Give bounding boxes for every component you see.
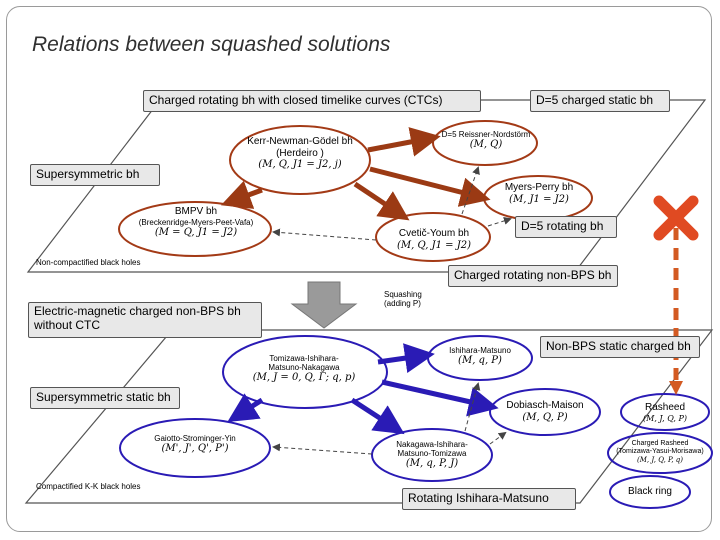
arrow-tomizawa-to-dobiasch: [382, 382, 484, 405]
ishihara-params: (M, q, P): [458, 355, 502, 367]
gaiotto-name: Gaiotto-Strominger-Yin: [154, 434, 236, 443]
node-tomizawa-ishihara: [228, 354, 380, 384]
label-charged-rotating-ctc: Charged rotating bh with closed timelike curves (CTCs): [143, 90, 481, 112]
label-electric-magnetic-line2: without CTC: [34, 317, 101, 332]
node-cvetic: [384, 228, 484, 251]
cvetic-params: (M, Q, J1 = J2): [397, 239, 471, 251]
label-squashing-line1: Squashing: [384, 290, 422, 299]
dashed-nakagawa-to-gaiotto: [274, 447, 372, 454]
dashed-nakagawa-to-dobiasch: [490, 433, 505, 444]
label-d5-rotating: D=5 rotating bh: [515, 216, 617, 238]
arrow-kerr-to-reissner: [368, 139, 426, 150]
label-non-bps-static: Non-BPS static charged bh: [540, 336, 700, 358]
label-non-compact: Non-compactified black holes: [36, 258, 141, 267]
dashed-cvetic-to-myers: [488, 219, 510, 226]
squashing-arrow: [292, 282, 356, 328]
charged-rasheed-params: (M, J, Q, P, q): [637, 456, 683, 465]
top-plane: [28, 100, 705, 272]
myers-perry-name: Myers-Perry bh: [504, 182, 574, 193]
node-nakagawa: [376, 440, 488, 470]
label-squashing-line2: (adding P): [384, 299, 421, 309]
node-charged-rasheed: [610, 440, 710, 464]
label-squashing: [384, 290, 422, 308]
charged-rasheed-sub: (Tomizawa-Yasui-Morisawa): [616, 448, 704, 456]
node-black-ring: [612, 486, 688, 498]
label-electric-magnetic: [28, 302, 262, 338]
dobiasch-name: Dobiasch-Maison: [506, 400, 584, 411]
nakagawa-name-line1: Nakagawa-Ishihara-: [396, 440, 468, 449]
arrow-tomizawa-to-gaiotto: [240, 400, 262, 414]
bmpv-name: BMPV bh: [174, 206, 218, 217]
cvetic-name: Cvetič-Youm bh: [398, 228, 470, 239]
kerr-newman-name-line2: (Herdeiro ): [276, 147, 324, 159]
label-charged-rotating-non-bps: Charged rotating non-BPS bh: [448, 265, 618, 287]
node-kerr-newman: [240, 136, 360, 171]
label-rotating-ishihara: Rotating Ishihara-Matsuno: [402, 488, 576, 510]
nakagawa-params: (M, q, P, J): [405, 458, 459, 470]
nakagawa-name-line2: Matsuno-Tomizawa: [397, 449, 467, 459]
tomizawa-params: (M, J = 0, Q, Γ; q, p): [252, 372, 356, 384]
reissner-name: D=5 Reissner-Nordstörm: [441, 130, 531, 139]
reissner-params: (M, Q): [469, 139, 503, 151]
arrow-kerr-to-cvetic: [355, 184, 397, 212]
dashed-cvetic-to-bmpv: [274, 232, 376, 240]
arrow-kerr-to-myers: [370, 169, 476, 196]
arrow-tomizawa-to-nakagawa: [352, 400, 392, 426]
black-ring-name: Black ring: [628, 486, 672, 497]
kerr-newman-params: (M, Q, J1 = J2, j): [258, 159, 342, 170]
gaiotto-params: (M', J', Q', P'): [161, 443, 229, 455]
arrow-tomizawa-to-ishihara: [378, 356, 420, 362]
node-reissner: [438, 130, 534, 151]
rasheed-params: (M, J, Q, P): [643, 413, 687, 423]
tomizawa-name-line2: Matsuno-Nakagawa: [268, 363, 340, 373]
label-compact-kk: Compactified K-K black holes: [36, 482, 141, 491]
dashed-nakagawa-to-ishihara: [465, 384, 478, 431]
node-gaiotto: [128, 434, 262, 455]
slide-title: Relations between squashed solutions: [32, 33, 391, 56]
tomizawa-name-line1: Tomizawa-Ishihara-: [269, 354, 339, 363]
label-supersymmetric-bh: Supersymmetric bh: [30, 164, 160, 186]
label-d5-charged-static: D=5 charged static bh: [530, 90, 670, 112]
node-myers-perry: [486, 182, 592, 205]
node-dobiasch: [494, 400, 596, 423]
arrow-kerr-to-bmpv: [235, 190, 262, 200]
rasheed-name: Rasheed: [644, 402, 686, 413]
bmpv-params: (M = Q, J1 = J2): [154, 226, 238, 238]
charged-rasheed-name: Charged Rasheed: [631, 440, 689, 447]
label-electric-magnetic-line1: Electric-magnetic charged non-BPS bh: [34, 304, 241, 318]
dobiasch-params: (M, Q, P): [522, 411, 568, 423]
kerr-newman-name-line1: Kerr-Newman-Gödel bh: [247, 136, 353, 147]
bmpv-sub: (Breckenridge-Myers-Peet-Vafa): [138, 217, 254, 227]
ishihara-name: Ishihara-Matsuno: [449, 346, 511, 355]
node-bmpv: [128, 206, 264, 238]
label-supersymmetric-static: Supersymmetric static bh: [30, 387, 180, 409]
node-rasheed: [623, 402, 707, 423]
myers-perry-params: (M, J1 = J2): [509, 193, 569, 205]
node-ishihara-matsuno: [432, 346, 528, 367]
